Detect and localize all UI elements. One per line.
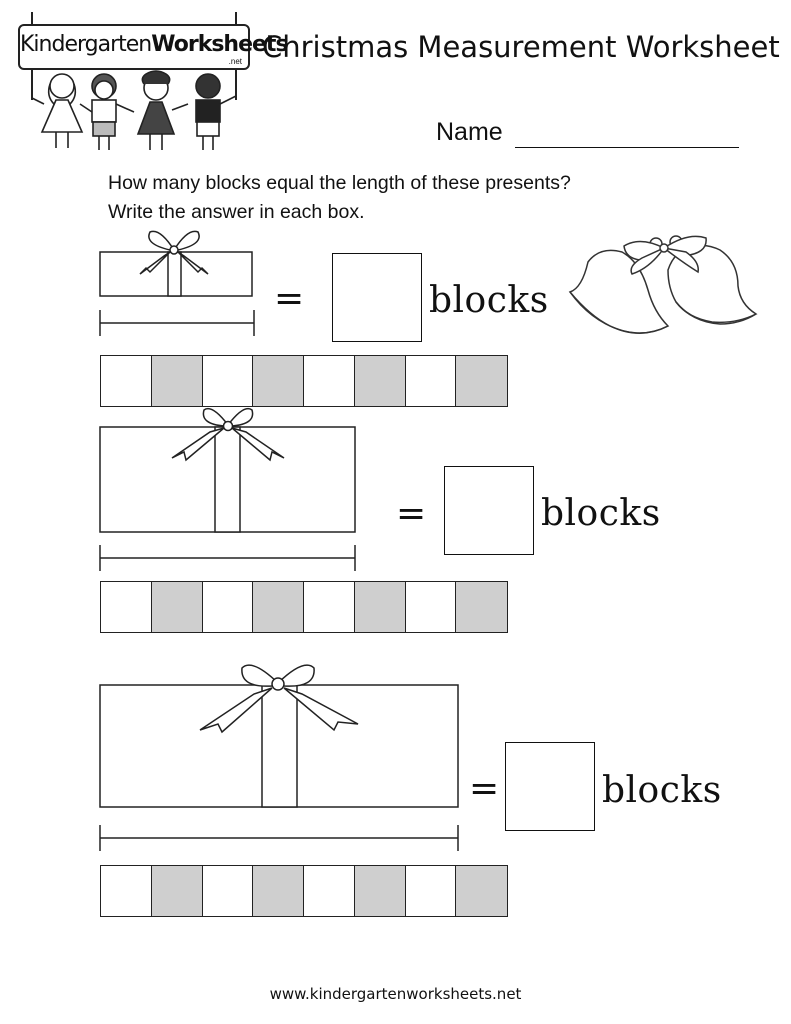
logo-kindergarten-text: Kindergarten [20, 32, 152, 57]
blocks-label: blocks [541, 493, 661, 534]
name-label: Name [436, 118, 503, 146]
equals-sign: = [396, 493, 427, 534]
block-gray [152, 866, 203, 916]
block-white [406, 866, 457, 916]
block-white [101, 866, 152, 916]
equals-sign: = [274, 278, 305, 319]
block-strip [100, 865, 508, 917]
block-gray [253, 866, 304, 916]
equals-sign: = [469, 768, 500, 809]
instruction-line-1: How many blocks equal the length of these presents? [108, 172, 571, 194]
logo-net-text: .net [228, 57, 242, 66]
block-gray [355, 866, 406, 916]
footer-url: www.kindergartenworksheets.net [269, 985, 522, 1003]
blocks-label: blocks [429, 280, 549, 321]
worksheet-title: Christmas Measurement Worksheet [262, 30, 780, 64]
blocks-label: blocks [602, 770, 722, 811]
logo-worksheets-text: Worksheets [151, 32, 288, 57]
block-white [203, 866, 254, 916]
instruction-line-2: Write the answer in each box. [108, 201, 365, 223]
block-white [304, 866, 355, 916]
block-gray [456, 866, 507, 916]
answer-box[interactable] [505, 742, 595, 831]
